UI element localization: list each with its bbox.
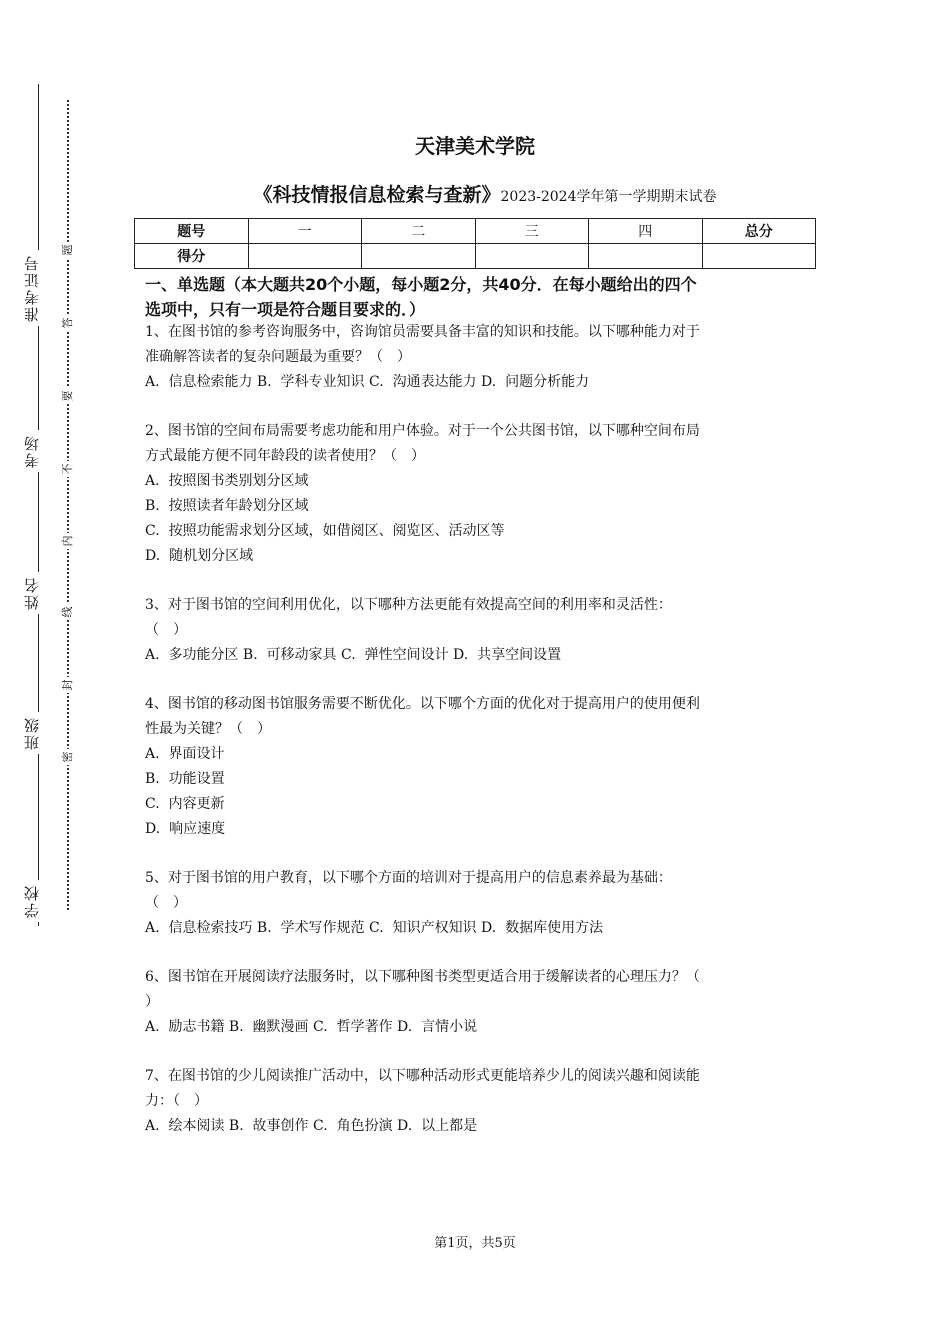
- question-stem: 准确解答读者的复杂问题最为重要？（ ）: [145, 349, 411, 365]
- seal-dotted-line: [67, 100, 69, 910]
- question-option: D. 响应速度: [145, 821, 226, 837]
- question-item: [145, 866, 815, 941]
- question-option: A. 多功能分区 B. 可移动家具 C. 弹性空间设计 D. 共享空间设置: [145, 647, 562, 663]
- question-stem: 3、对于图书馆的空间利用优化，以下哪种方法更能有效提高空间的利用率和灵活性：: [145, 597, 672, 613]
- question-option: C. 按照功能需求划分区域，如借阅区、阅览区、活动区等: [145, 523, 505, 539]
- table-cell: 二: [362, 219, 476, 244]
- question-stem: ）: [145, 994, 159, 1010]
- question-stem: 5、对于图书馆的用户教育，以下哪个方面的培训对于提高用户的信息素养最为基础：: [145, 870, 672, 886]
- question-list: [145, 320, 815, 1163]
- score-cell: [248, 244, 362, 269]
- question-option: A. 信息检索能力 B. 学科专业知识 C. 沟通表达能力 D. 问题分析能力: [145, 374, 590, 390]
- table-cell: 四: [589, 219, 703, 244]
- exam-title: [145, 180, 825, 207]
- binding-line: [38, 84, 39, 926]
- question-stem: 2、图书馆的空间布局需要考虑功能和用户体验。对于一个公共图书馆，以下哪种空间布局: [145, 423, 700, 439]
- field-label-school: 学校: [21, 880, 55, 922]
- question-stem: 力：（ ）: [145, 1093, 208, 1109]
- school-name: 天津美术学院: [415, 134, 535, 158]
- question-stem: 4、图书馆的移动图书馆服务需要不断优化。以下哪个方面的优化对于提高用户的使用便利: [145, 696, 700, 712]
- course-title: 《科技情报信息检索与查新》: [253, 184, 501, 206]
- section-heading: [145, 272, 815, 322]
- question-option: A. 绘本阅读 B. 故事创作 C. 角色扮演 D. 以上都是: [145, 1118, 478, 1134]
- seal-char: 线: [61, 604, 75, 620]
- score-table-score-row: [135, 244, 816, 269]
- table-cell: 题号: [135, 219, 249, 244]
- question-item: [145, 320, 815, 395]
- seal-char: 题: [61, 242, 75, 258]
- question-stem: 7、在图书馆的少儿阅读推广活动中，以下哪种活动形式更能培养少儿的阅读兴趣和阅读能: [145, 1068, 700, 1084]
- question-option: A. 界面设计: [145, 746, 225, 762]
- question-stem: 6、图书馆在开展阅读疗法服务时，以下哪种图书类型更适合用于缓解读者的心理压力？（: [145, 969, 700, 985]
- term-label: 2023-2024学年第一学期期末试卷: [500, 189, 717, 205]
- seal-char: 答: [61, 315, 75, 331]
- question-option: C. 内容更新: [145, 796, 225, 812]
- field-label-name: 姓名: [21, 572, 55, 614]
- seal-char: 封: [61, 677, 75, 693]
- field-label-exam-room: 考场: [21, 430, 55, 472]
- question-stem: 性最为关键？（ ）: [145, 721, 271, 737]
- table-cell: 三: [475, 219, 589, 244]
- question-item: [145, 692, 815, 842]
- field-label-class: 班级: [21, 712, 55, 754]
- question-option: B. 功能设置: [145, 771, 225, 787]
- field-label-exam-number: 准考证号: [21, 250, 55, 326]
- question-option: A. 信息检索技巧 B. 学术写作规范 C. 知识产权知识 D. 数据库使用方法: [145, 920, 604, 936]
- table-cell: 得分: [135, 244, 249, 269]
- question-item: [145, 1064, 815, 1139]
- question-stem: 方式最能方便不同年龄段的读者使用？（ ）: [145, 448, 425, 464]
- question-option: A. 励志书籍 B. 幽默漫画 C. 哲学著作 D. 言情小说: [145, 1019, 478, 1035]
- question-stem: 1、在图书馆的参考咨询服务中，咨询馆员需要具备丰富的知识和技能。以下哪种能力对于: [145, 324, 700, 340]
- score-cell: [702, 244, 816, 269]
- seal-char: 不: [61, 461, 75, 477]
- question-item: [145, 965, 815, 1040]
- seal-char: 要: [61, 388, 75, 404]
- section-heading-line: 一、单选题（本大题共20个小题，每小题2分，共40分．在每小题给出的四个: [145, 275, 697, 294]
- question-option: D. 随机划分区域: [145, 548, 254, 564]
- score-cell: [475, 244, 589, 269]
- question-option: A. 按照图书类别划分区域: [145, 473, 309, 489]
- question-stem: （ ）: [145, 895, 187, 911]
- question-item: [145, 419, 815, 569]
- section-heading-line: 选项中，只有一项是符合题目要求的．）: [145, 300, 426, 319]
- table-cell: 一: [248, 219, 362, 244]
- page-number: 第1页，共5页: [434, 1236, 516, 1251]
- seal-char: 密: [61, 749, 75, 765]
- seal-char: 内: [61, 533, 75, 549]
- question-option: B. 按照读者年龄划分区域: [145, 498, 309, 514]
- score-table-header-row: [135, 219, 816, 244]
- question-item: [145, 593, 815, 668]
- question-stem: （ ）: [145, 622, 187, 638]
- table-cell: 总分: [702, 219, 816, 244]
- score-cell: [362, 244, 476, 269]
- score-table: [134, 218, 816, 269]
- score-cell: [589, 244, 703, 269]
